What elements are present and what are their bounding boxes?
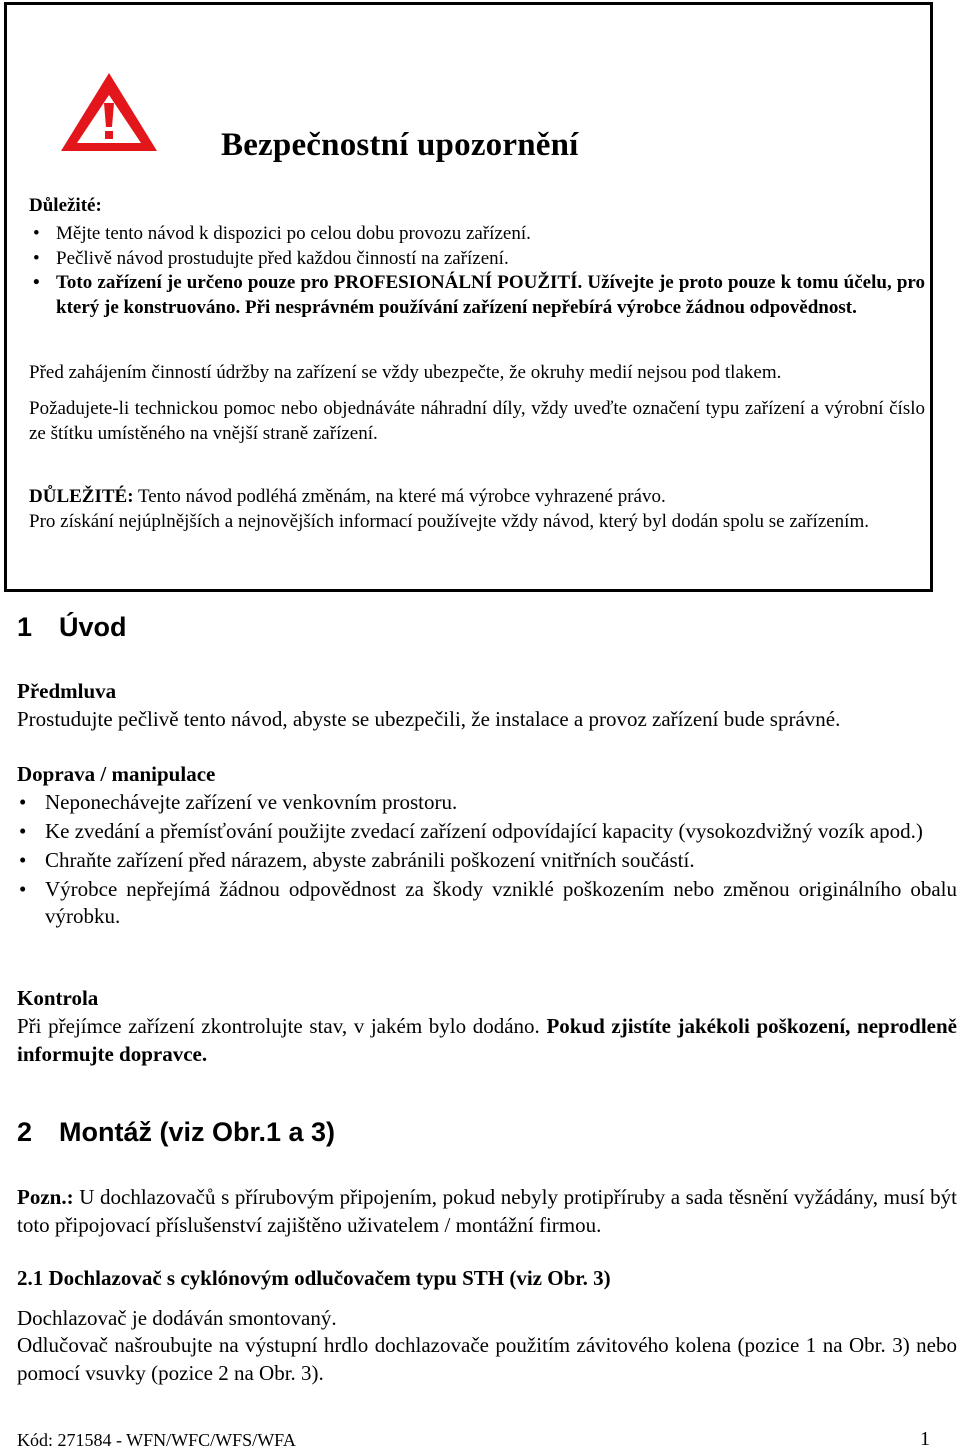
note-label: Pozn.: xyxy=(17,1185,74,1209)
sth-text-1: Dochlazovač je dodáván smontovaný. xyxy=(17,1306,337,1330)
transport-list xyxy=(17,789,957,932)
important-list xyxy=(29,222,925,320)
maintenance-notice: Před zahájením činností údržby na zařízení se vždy ubezpečte, že okruhy medií nejsou pod tlakem. xyxy=(29,362,782,383)
warning-triangle-icon xyxy=(57,69,161,155)
notice-label: DŮLEŽITÉ: xyxy=(29,486,134,507)
list-item: • Toto zařízení je určeno pouze pro PROFESIONÁLNÍ POUŽITÍ. Užívejte je proto pouze k tomu účelu, pro který je konstruováno. Při nesprávném používání zařízení nepřebírá výrobce žádnou odpovědnost. xyxy=(33,272,925,318)
list-item: • Ke zvedání a přemísťování použijte zvedací zařízení odpovídající kapacity (vysokozdvižný vozík apod.) xyxy=(19,819,923,843)
info-notice: Pro získání nejúplnějších a nejnovějších informací používejte vždy návod, který byl dodán spolu se zařízením. xyxy=(29,511,869,532)
section-heading-assembly: 2 Montáž (viz Obr.1 a 3) xyxy=(17,1117,336,1147)
subsection-heading-sth: 2.1 Dochlazovač s cyklónovým odlučovačem typu STH (viz Obr. 3) xyxy=(17,1266,611,1290)
list-item: • Pečlivě návod prostudujte před každou činností na zařízení. xyxy=(33,247,509,269)
list-item: • Mějte tento návod k dispozici po celou dobu provozu zařízení. xyxy=(33,223,531,244)
important-label: Důležité: xyxy=(29,195,102,216)
page-number: 1 xyxy=(920,1428,930,1450)
assembly-note: Pozn.: U dochlazovačů s přírubovým připojením, pokud nebyly protipříruby a sada těsnění vyžádány, musí být toto připojovací příslušenství zajištěno uživatelem / montážní firmou. xyxy=(17,1185,957,1237)
list-item: • Neponechávejte zařízení ve venkovním prostoru. xyxy=(19,790,458,814)
transport-heading: Doprava / manipulace xyxy=(17,762,216,786)
spare-parts-notice: Požadujete-li technickou pomoc nebo objednáváte náhradní díly, vždy uveďte označení typu zařízení a výrobní číslo ze štítku umístěného na vnější straně zařízení. xyxy=(29,398,925,444)
changes-notice: DŮLEŽITÉ: Tento návod podléhá změnám, na které má výrobce vyhrazené právo. xyxy=(29,486,666,507)
check-heading: Kontrola xyxy=(17,986,99,1010)
safety-warning-box xyxy=(4,2,933,592)
safety-title: Bezpečnostní upozornění xyxy=(221,127,579,163)
list-item: • Výrobce nepřejímá žádnou odpovědnost za škody vzniklé poškozením nebo změnou originálního obalu výrobku. xyxy=(19,877,957,928)
list-item: • Chraňte zařízení před nárazem, abyste zabránili poškození vnitřních součástí. xyxy=(19,848,695,872)
sth-text-2: Odlučovač našroubujte na výstupní hrdlo dochlazovače použitím závitového kolena (pozice 1 na Obr. 3) nebo pomocí vsuvky (pozice 2 na Obr. 3). xyxy=(17,1333,957,1385)
check-text: Při přejímce zařízení zkontrolujte stav, v jakém bylo dodáno. Pokud zjistíte jakékoli poškození, neprodleně informujte dopravce. xyxy=(17,1014,957,1066)
preface-text: Prostudujte pečlivě tento návod, abyste se ubezpečili, že instalace a provoz zařízení bude správné. xyxy=(17,707,841,731)
preface-heading: Předmluva xyxy=(17,679,117,703)
section-heading-intro: 1 Úvod xyxy=(17,612,127,642)
footer-code: Kód: 271584 - WFN/WFC/WFS/WFA xyxy=(17,1430,296,1450)
